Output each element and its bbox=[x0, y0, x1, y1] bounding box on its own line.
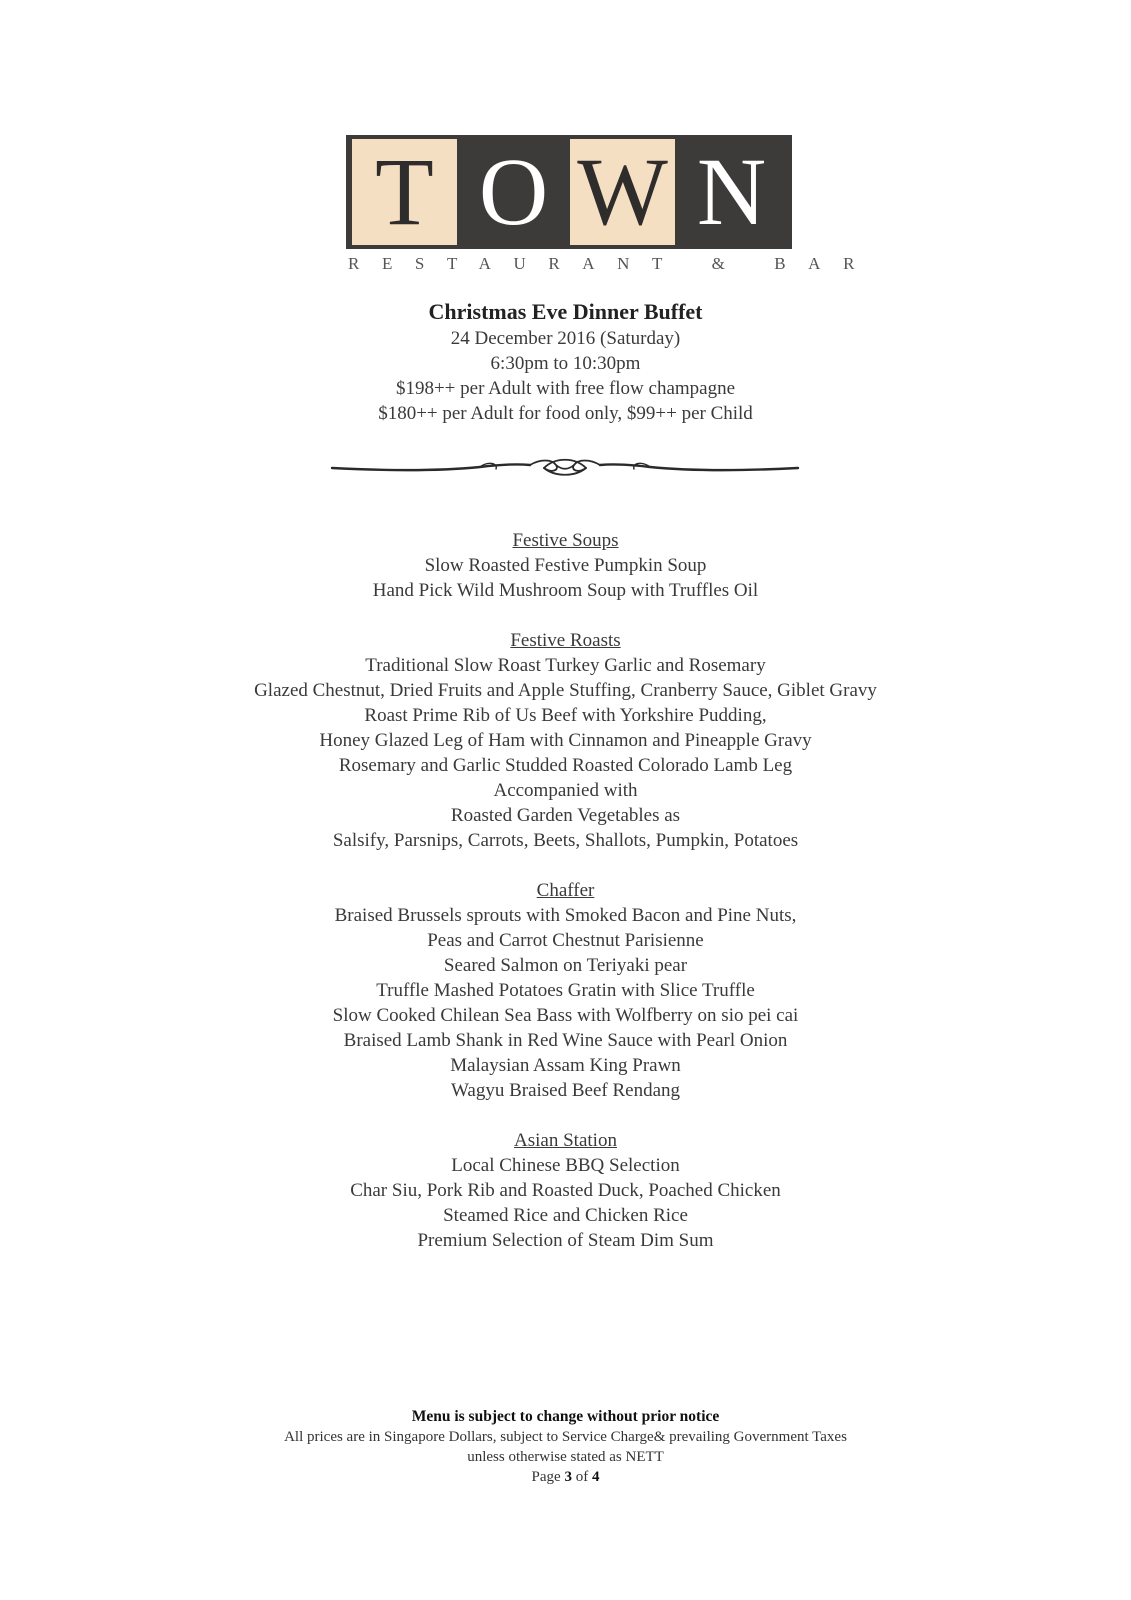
change-notice: Menu is subject to change without prior notice bbox=[411, 1408, 720, 1425]
menu-body bbox=[0, 528, 1131, 1278]
page-prefix: Page bbox=[531, 1469, 561, 1485]
menu-item: Seared Salmon on Teriyaki pear bbox=[443, 955, 688, 976]
event-title: Christmas Eve Dinner Buffet bbox=[428, 299, 703, 324]
section-festive-soups bbox=[0, 528, 1131, 603]
section-chaffer bbox=[0, 878, 1131, 1103]
menu-item: Roast Prime Rib of Us Beef with Yorkshire Pudding, bbox=[364, 705, 767, 726]
price-food: $180++ per Adult for food only, $99++ per Child bbox=[378, 403, 753, 424]
logo-letter-w: W bbox=[570, 139, 675, 245]
section-title: Festive Soups bbox=[512, 530, 619, 551]
section-asian-station bbox=[0, 1128, 1131, 1253]
menu-item: Braised Lamb Shank in Red Wine Sauce with Pearl Onion bbox=[343, 1030, 788, 1051]
page-number bbox=[0, 1467, 1131, 1487]
menu-item: Slow Cooked Chilean Sea Bass with Wolfberry on sio pei cai bbox=[332, 1005, 799, 1026]
menu-item: Braised Brussels sprouts with Smoked Bacon and Pine Nuts, bbox=[334, 905, 797, 926]
price-disclaimer: All prices are in Singapore Dollars, subject to Service Charge& prevailing Government Taxes bbox=[284, 1429, 847, 1445]
menu-item: Honey Glazed Leg of Ham with Cinnamon and Pineapple Gravy bbox=[319, 730, 812, 751]
menu-item: Local Chinese BBQ Selection bbox=[451, 1155, 680, 1176]
menu-item: Wagyu Braised Beef Rendang bbox=[450, 1080, 681, 1101]
town-logo bbox=[346, 135, 878, 274]
event-date: 24 December 2016 (Saturday) bbox=[450, 328, 681, 349]
section-title: Festive Roasts bbox=[510, 630, 621, 651]
event-header bbox=[0, 298, 1131, 426]
page-footer bbox=[0, 1407, 1131, 1487]
menu-item: Malaysian Assam King Prawn bbox=[450, 1055, 681, 1076]
menu-item: Roasted Garden Vegetables as bbox=[450, 805, 681, 826]
menu-item: Truffle Mashed Potatoes Gratin with Slice Truffle bbox=[376, 980, 755, 1001]
menu-item: Char Siu, Pork Rib and Roasted Duck, Poached Chicken bbox=[350, 1180, 781, 1201]
nett-disclaimer: unless otherwise stated as NETT bbox=[467, 1449, 664, 1465]
menu-item: Glazed Chestnut, Dried Fruits and Apple Stuffing, Cranberry Sauce, Giblet Gravy bbox=[254, 680, 877, 701]
section-title: Asian Station bbox=[514, 1130, 617, 1151]
logo-tiles bbox=[346, 135, 792, 249]
menu-item: Steamed Rice and Chicken Rice bbox=[443, 1205, 688, 1226]
menu-item: Traditional Slow Roast Turkey Garlic and Rosemary bbox=[365, 655, 766, 676]
menu-item: Slow Roasted Festive Pumpkin Soup bbox=[424, 555, 707, 576]
section-title: Chaffer bbox=[536, 880, 595, 901]
menu-item: Premium Selection of Steam Dim Sum bbox=[417, 1230, 714, 1251]
page-total: 4 bbox=[591, 1469, 600, 1485]
menu-item: Hand Pick Wild Mushroom Soup with Truffles Oil bbox=[372, 580, 759, 601]
page-of: of bbox=[575, 1469, 589, 1485]
logo-subtitle: RESTAURANT & BAR bbox=[348, 254, 878, 273]
flourish-divider-icon bbox=[330, 455, 800, 485]
menu-item: Peas and Carrot Chestnut Parisienne bbox=[427, 930, 704, 951]
menu-item: Accompanied with bbox=[493, 780, 638, 801]
logo-letter-n: N bbox=[679, 139, 784, 245]
logo-letter-o: O bbox=[461, 139, 566, 245]
menu-item: Rosemary and Garlic Studded Roasted Colorado Lamb Leg bbox=[338, 755, 793, 776]
section-festive-roasts bbox=[0, 628, 1131, 853]
menu-item: Salsify, Parsnips, Carrots, Beets, Shallots, Pumpkin, Potatoes bbox=[332, 830, 799, 851]
price-champagne: $198++ per Adult with free flow champagne bbox=[395, 378, 736, 399]
logo-letter-t: T bbox=[352, 139, 457, 245]
page-current: 3 bbox=[564, 1469, 572, 1485]
event-time: 6:30pm to 10:30pm bbox=[490, 353, 641, 374]
